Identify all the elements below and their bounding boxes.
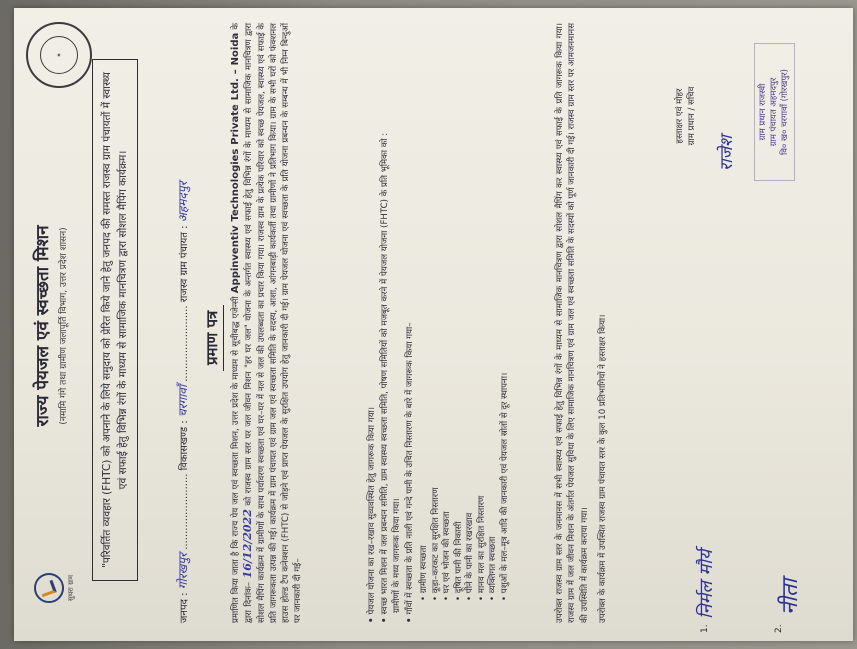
seal-emblem-icon: ✶ <box>40 36 78 74</box>
topic-item: • व्यक्तिगत स्वच्छता <box>488 301 500 601</box>
stamp-line: ग्राम प्रधान राजस्वी <box>758 83 768 141</box>
bullet-item-cont: ग्रामीणों के मध्य जागरूक किया गया। <box>392 498 402 613</box>
topic-item: • दूषित पानी की निकासी <box>454 301 466 601</box>
topic-item: • ग्रामीण स्वच्छता <box>419 301 431 601</box>
block-value: चरगावाँ <box>176 384 190 418</box>
topic-item: • कूड़ा–करकट का सुरक्षित निस्तारण <box>431 301 443 601</box>
sign-label: हस्ताक्षर एवं मोहर <box>675 88 685 144</box>
doc-subtitle: (नमामि गंगे तथा ग्रामीण जलापूर्ति विभाग, उत्तर प्रदेश शासन) <box>59 227 69 425</box>
header <box>30 131 69 521</box>
participants-line: उपरोक्त के कार्यक्रम में उपस्थित राजस्व ग्राम पंचायत स्तर के कुल 10 प्रतिभागियों ने हस्ताक्षर किया। <box>597 314 608 623</box>
janpad-value: गोरखपुर <box>176 552 190 590</box>
janpad-label: जनपद : <box>179 592 190 623</box>
para1-b: के द्वारा दिनांक– <box>231 22 255 623</box>
official-sign-block <box>674 31 698 201</box>
signature-number: 2. <box>774 624 784 633</box>
bullet-list <box>366 23 416 623</box>
official-stamp <box>754 43 795 181</box>
doc-title: राज्य पेयजल एवं स्वच्छता मिशन <box>33 225 53 427</box>
stamp-line: ग्राम पंचायत अहमदपुर <box>769 77 779 147</box>
government-seal <box>26 22 92 88</box>
block-label: विकासखण्ड : <box>179 420 190 471</box>
certificate-body <box>230 23 305 623</box>
department-logo <box>34 553 76 623</box>
program-box: "परिवर्तित व्यवहार (FHTC) को अपनाने के लिये समुदाय को प्रेरित किये जाने हेतु जनपद की समस्त राजस्व ग्राम पंचायतों में स्वास्थ्य एवं सफाई हेतु विभिन्न रंगों के माध्यम से सामाजिक मानचित्रण द्वारा सोशल मैपिंग कार्यक्रम। <box>92 59 138 581</box>
bullet-item: • पेयजल योजना का रख–रखाव सुव्यवस्थित हेतु जागरूक किया गया। <box>366 23 379 623</box>
document-page <box>14 8 853 641</box>
panchayat-value: अहमदपुर <box>176 181 190 223</box>
para1-a: प्रमाणित किया जाता है कि राज्य पेय जल एवं स्वच्छता मिशन, उत्तर प्रदेश के माध्यम से सूचीबद्ध एजेन्सी <box>231 296 241 623</box>
topic-item: • पशुओं के मल–मूत्र आदि की जानकारी एवं पेयजल स्रोतों से दूर स्थापना। <box>500 301 512 601</box>
stamp-line: वि० ख० चरगावाँ (गोरखपुर) <box>780 69 790 155</box>
participant-signature: नीता <box>778 578 803 615</box>
logo-icon <box>34 573 64 603</box>
topics-list <box>419 301 511 601</box>
panchayat-label: राजस्व ग्राम पंचायत : <box>179 225 190 303</box>
para1-c: को राजस्व ग्राम स्तर पर जल जीवन मिशन "हर घर जल" योजना के अन्तर्गत स्वास्थ्य एवं सफाई हेतु विभिन्न रंगों के माध्यम से सामाजिक मानचित्रण द्वारा सोशल मैपिंग कार्यक्रम में ग्रामीणों के साथ पर्यावरण स्वच्छता एवं घर–घर में नल से जल की उपलब्धता का प्रचार किया गया। राजस्व ग्राम के प्रत्येक परिवार को स्वच्छ पेयजल, स्वास्थ्य एवं सफाई के प्रति जागरूकता उत्पन्न की गई। कार्यक्रम में ग्राम पंचायत एवं ग्राम जल एवं स्वच्छता समिति के सदस्य, आशा, आंगनबाड़ी कार्यकर्ती तथा ग्रामीणों ने प्रतिभाग किया। ग्राम के सभी घरों को फंक्शनल हाउस होल्ड टैप कनेक्शन (FHTC) से जोड़ने एवं प्राप्त पेयजल के सुरक्षित उपयोग हेतु जानकारी दी गई। ग्राम पेयजल योजना एवं स्वच्छता के प्रति योजना प्रबन्धन के सम्बन्ध में भी निम्न बिन्दुओं पर जानकारी दी गई– <box>244 22 304 623</box>
signature-number: 1. <box>700 624 710 633</box>
company-name: Appinventiv Technologies Private Ltd. – Noida <box>230 32 241 294</box>
bullet-item: • गाँवों में स्वच्छता के प्रति नाली एवं गन्दे पानी के उचित निस्तारण के बारे में जागरूक किया गया– <box>404 23 417 623</box>
certificate-title: प्रमाण पत्र <box>202 305 224 371</box>
topic-item: • पीने के पानी का रखरखाव <box>465 301 477 601</box>
topic-item: • घर एवं भोजन की स्वच्छता <box>442 301 454 601</box>
closing-text <box>554 23 609 623</box>
topic-item: • मानव मल का सुरक्षित निस्तारण <box>477 301 489 601</box>
address-line: जनपद : गोरखपुर ........................ विकासखण्ड : चरगावाँ ........................ राजस्व ग्राम पंचायत : अहमदपुर <box>176 181 190 623</box>
bullet-item: • स्वच्छ भारत मिशन में जल प्रबन्धन समिति, ग्राम स्वास्थ्य स्वच्छता समिति, पोषण समितियों को मजबूत करने में पेयजल योजना (FHTC) के प्रति भूमिका को : <box>379 23 392 623</box>
event-date: 16/12/2022 <box>241 509 255 579</box>
official-signature: राजेश <box>717 135 737 171</box>
participant-signature: निर्मल मौर्य <box>696 549 717 619</box>
sign-role: ग्राम प्रधान / सचिव <box>687 86 697 146</box>
closing-para: उपरोक्त राजस्व ग्राम स्तर के जनमानस में सभी स्वास्थ्य एवं सफाई हेतु विभिन्न रंगों के माध्यम से सामाजिक मानचित्रण द्वारा सोशल मैपिंग कर स्वास्थ्य एवं सफाई के प्रति जागरूक किया गया। राजस्व ग्राम में जल जीवन मिशन के अंतर्गत पेयजल सुविधा के लिए सामाजिक मानचित्रण एवं ग्राम जल एवं स्वच्छता समिति के सदस्यों को पूर्ण जानकारी दी गई। राजस्व ग्राम स्तर पर आमजनमानस की उपस्थिति में कार्यक्रम कराया गया। <box>555 23 590 623</box>
rotated-content <box>14 8 853 641</box>
logo-caption: सुथरा ग्राम <box>67 574 75 602</box>
